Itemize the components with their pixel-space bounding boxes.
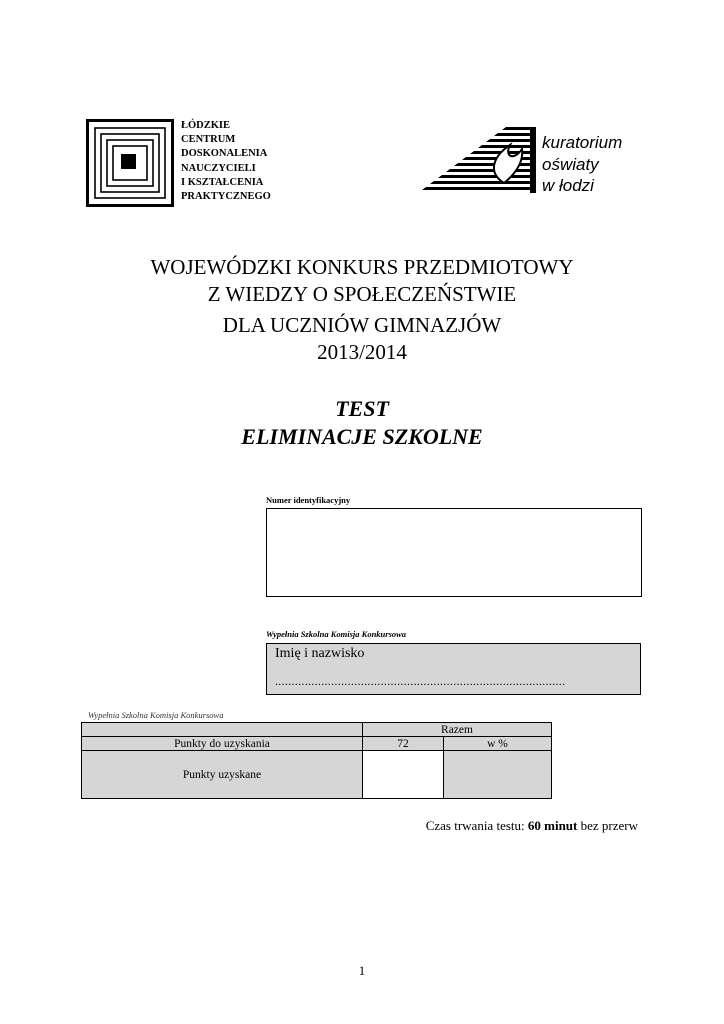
percent-header: w %	[444, 737, 552, 751]
page-number: 1	[358, 963, 366, 978]
points-table	[81, 722, 552, 799]
lcdn-logo-icon	[86, 119, 174, 207]
points-earned-label: Punkty uzyskane	[82, 751, 363, 799]
institution-line: ŁÓDZKIE	[181, 120, 231, 131]
stage-label: ELIMINACJE SZKOLNE	[241, 424, 483, 449]
title-line: WOJEWÓDZKI KONKURS PRZEDMIOTOWY	[150, 255, 574, 279]
table-committee-note: Wypełnia Szkolna Komisja Konkursowa	[88, 710, 224, 720]
duration-bold: 60 minut	[527, 818, 578, 833]
id-number-field[interactable]	[266, 508, 642, 597]
institution-line: I KSZTAŁCENIA	[181, 176, 264, 188]
institution-name	[181, 119, 271, 204]
title-line: DLA UCZNIÓW GIMNAZJÓW	[222, 313, 502, 337]
institution-line: DOSKONALENIA	[181, 148, 268, 160]
points-possible-label: Punkty do uzyskania	[82, 737, 363, 751]
committee-note: Wypełnia Szkolna Komisja Konkursowa	[266, 629, 407, 639]
test-duration	[426, 818, 638, 834]
kuratorium-logo-icon	[418, 127, 638, 197]
duration-suffix: bez przerw	[577, 818, 638, 833]
name-label: Imię i nazwisko	[275, 646, 365, 661]
w-lodzi-word: w łodzi	[542, 176, 594, 195]
test-heading	[0, 395, 724, 451]
id-label: Numer identyfikacyjny	[266, 495, 351, 505]
points-possible-value: 72	[363, 737, 444, 751]
institution-line: CENTRUM	[181, 134, 236, 146]
title-line: Z WIEDZY O SPOŁECZEŃSTWIE	[207, 282, 517, 306]
contest-title	[0, 254, 724, 366]
title-line: 2013/2014	[317, 340, 407, 364]
points-earned-value[interactable]	[363, 751, 444, 799]
total-header: Razem	[363, 723, 552, 737]
institution-line: PRAKTYCZNEGO	[181, 191, 271, 203]
oswiaty-word: oświaty	[542, 155, 599, 174]
name-dots: ........................................................................................	[275, 674, 566, 688]
duration-prefix: Czas trwania testu:	[425, 818, 528, 833]
name-field[interactable]	[266, 643, 641, 695]
institution-line: NAUCZYCIELI	[181, 162, 256, 174]
kuratorium-word: kuratorium	[542, 133, 623, 152]
table-corner-cell	[82, 723, 363, 737]
percent-earned-value[interactable]	[444, 751, 552, 799]
test-label: TEST	[335, 396, 389, 421]
